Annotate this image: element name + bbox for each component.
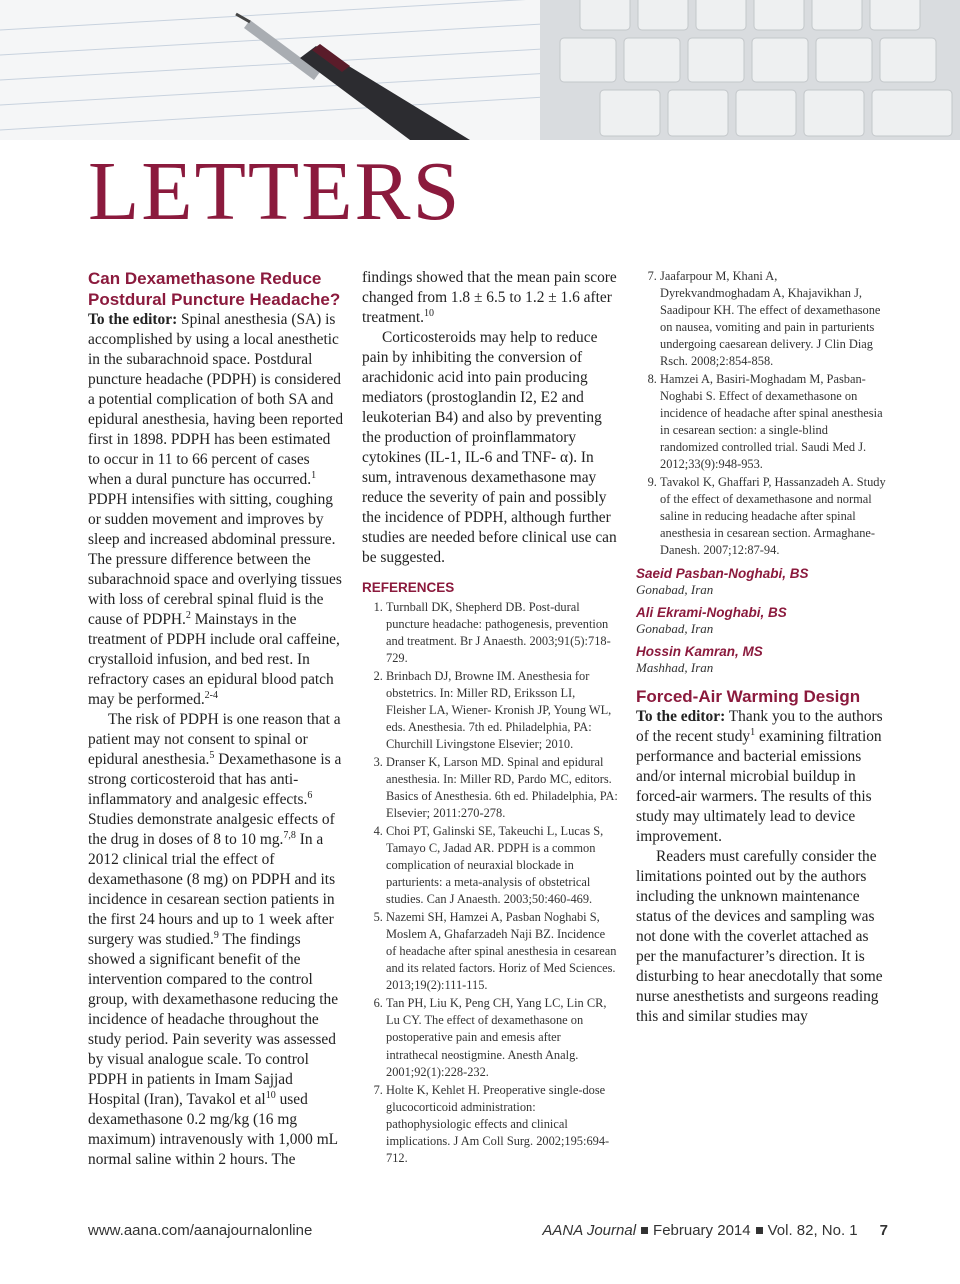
keyboard-illustration	[540, 0, 960, 140]
lead-in: To the editor:	[88, 311, 178, 328]
column-2	[362, 268, 618, 1168]
article-body	[362, 268, 618, 568]
article-body	[636, 707, 886, 1027]
column-1	[88, 268, 344, 1170]
reference-item: 2. Brinbach DJ, Browne IM. Anesthesia for obstetrics. In: Miller RD, Eriksson LI, Fleisher LA, Wiener- Kronish JP, Young WL, eds. Anesthesia. 7th ed. Philadelphia, PA: Churchill Livingstone Elsevier; 2010.	[386, 668, 618, 753]
reference-item: 3. Dranser K, Larson MD. Spinal and epidural anesthesia. In: Miller RD, Pardo MC, editors. Basics of Anesthesia. 6th ed. Philadelphia, PA: Elsevier; 2011:270-278.	[386, 754, 618, 822]
footer-website: www.aana.com/aanajournalonline	[88, 1222, 313, 1239]
lead-in: To the editor:	[636, 708, 726, 725]
article-title: Can Dexamethasone Reduce Postdural Puncture Headache?	[88, 269, 341, 309]
author-block	[636, 604, 886, 637]
author-name: Hossin Kamran, MS	[636, 644, 763, 659]
paragraph: To the editor: Spinal anesthesia (SA) is accomplished by using a local anesthetic in the subarachnoid space. Postdural puncture headache (PDPH) is considered a potential complication of both SA and epidural anesthesia, having been reported first in 1898. PDPH has been estimated to occur in 11 to 66 percent of cases when a dural puncture has occurred.$^1$ PDPH intensifies with sitting, coughing or sudden movement and improves by sleep and increased abdominal pressure. The pressure difference between the subarachnoid space and overlying tissues with loss of cerebral spinal fluid is the cause of PDPH.$^2$ Mainstays in the treatment of PDPH include oral caffeine, crystalloid infusion, and bed rest. In refractory cases an epidural blood patch may be performed.$^{2-4}$	[88, 311, 344, 708]
author-name: Ali Ekrami-Noghabi, BS	[636, 605, 787, 620]
paragraph: findings showed that the mean pain score changed from 1.8 ± 6.5 to 1.2 ± 1.6 after treatment.$^{10}$	[362, 269, 617, 326]
paragraph: To the editor: Thank you to the authors of the recent study$^1$ examining filtration performance and bacterial emissions and/or internal microbial buildup in forced-air warmers. The results of this study may ultimately lead to device improvement.	[636, 708, 883, 845]
reference-item: 1. Turnball DK, Shepherd DB. Post-dural puncture headache: pathogenesis, prevention and treatment. Br J Anaesth. 2003;91(5):718-729.	[386, 599, 618, 667]
footer-volume: Vol. 82, No. 1	[767, 1222, 858, 1239]
page-footer	[88, 1222, 888, 1242]
reference-item: 6. Tan PH, Liu K, Peng CH, Yang LC, Lin CR, Lu CY. The effect of dexamethasone on postoperative pain and emesis after	[386, 995, 618, 1046]
reference-continued: intrathecal neostigmine. Anesth Analg. 2001;92(1):228-232.	[386, 1048, 579, 1079]
page-number: 7	[879, 1222, 888, 1239]
reference-item: 7. Holte K, Kehlet H. Preoperative single-dose glucocorticoid administration: pathophysiologic effects and clinical implications. J Am Coll Surg. 2002;195:694-712.	[386, 1082, 618, 1167]
author-block	[636, 643, 886, 676]
header-photo	[0, 0, 960, 140]
author-location: Mashhad, Iran	[636, 660, 714, 675]
reference-item: 4. Choi PT, Galinski SE, Takeuchi L, Lucas S, Tamayo C, Jadad AR. PDPH is a common complication of neuraxial blockade in parturients: a meta-analysis of obstetrical studies. Can J Anaesth. 2003;50:460-469.	[386, 823, 618, 908]
references-list-continued	[636, 268, 886, 559]
reference-item: 7. Jaafarpour M, Khani A, Dyrekvandmoghadam A, Khajavikhan J, Saadipour KH. The effect of dexamethasone on nausea, vomiting and pain in parturients undergoing caesarean delivery. J Clin Diag Rsch. 2008;2:854-858.	[660, 268, 886, 370]
reference-item: 5. Nazemi SH, Hamzei A, Pasban Noghabi S, Moslem A, Ghafarzadeh Naji BZ. Incidence of headache after spinal anesthesia in cesarean and its related factors. Horiz of Med Sciences. 2013;19(2):111-115.	[386, 909, 618, 994]
references-list	[362, 599, 618, 1046]
reference-item: 9. Tavakol K, Ghaffari P, Hassanzadeh A. Study of the effect of dexamethasone and normal saline in reducing headache after spinal anesthesia in cesarean section. Armaghane-Danesh. 2007;12:87-94.	[660, 474, 886, 559]
footer-date: February 2014	[653, 1222, 751, 1239]
references-heading: REFERENCES	[362, 580, 455, 595]
paragraph: The risk of PDPH is one reason that a patient may not consent to spinal or epidural anesthesia.$^5$ Dexamethasone is a strong corticosteroid that has anti-inflammatory and analgesic effects.$^6$ Studies demonstrate analgesic effects of the drug in doses of 8 to 10 mg.$^{7,8}$ In a 2012 clinical trial the effect of dexamethasone (8 mg) on PDPH and its incidence in cesarean section patients in the first 24 hours and up to 1 week after surgery was studied.$^9$ The findings showed a significant benefit of the intervention compared to the control group, with dexamethasone reducing the incidence of headache throughout the study period. Pain severity was assessed by visual analogue scale. To control PDPH in patients in Imam Sajjad Hospital (Iran), Tavakol et $al^{10}$ used dexamethasone 0.2 mg/kg (16 mg maximum) intravenously with 1,000 mL normal saline within 2 hours. The	[88, 711, 342, 1168]
author-name: Saeid Pasban-Noghabi, BS	[636, 566, 809, 581]
author-block	[636, 565, 886, 598]
reference-item: 8. Hamzei A, Basiri-Moghadam M, Pasban-Noghabi S. Effect of dexamethasone on incidence of headache after spinal anesthesia in cesarean section: a single-blind randomized controlled trial. Saudi Med J. 2012;33(9):948-953.	[660, 371, 886, 473]
footer-citation	[542, 1222, 888, 1239]
paragraph: Readers must carefully consider the limitations pointed out by the authors including the unknown maintenance status of the devices and sampling was not done with the coverlet attached as per the manufacturer’s direction. It is disturbing to hear anecdotally that some nurse anesthetists and surgeons reading this and similar studies may	[636, 848, 883, 1025]
square-bullet-icon	[756, 1227, 763, 1234]
square-bullet-icon	[641, 1227, 648, 1234]
article-body	[88, 310, 344, 1170]
footer-journal: AANA Journal	[542, 1222, 637, 1239]
references-list-continued	[362, 1082, 618, 1167]
page-title: LETTERS	[88, 145, 462, 238]
column-3	[636, 268, 886, 1027]
author-location: Gonabad, Iran	[636, 582, 714, 597]
author-location: Gonabad, Iran	[636, 621, 714, 636]
paragraph: Corticosteroids may help to reduce pain by inhibiting the conversion of arachidonic acid into pain producing mediators (prostoglandin I2, E2 and leukoterian B4) and also by preventing the production of proinflammatory cytokines (IL-1, IL-6 and TNF- α). In sum, intravenous dexamethasone may reduce the severity of pain and possibly the incidence of PDPH, although further studies are needed before clinical use can be suggested.	[362, 329, 617, 566]
article-title: Forced-Air Warming Design	[636, 687, 861, 706]
